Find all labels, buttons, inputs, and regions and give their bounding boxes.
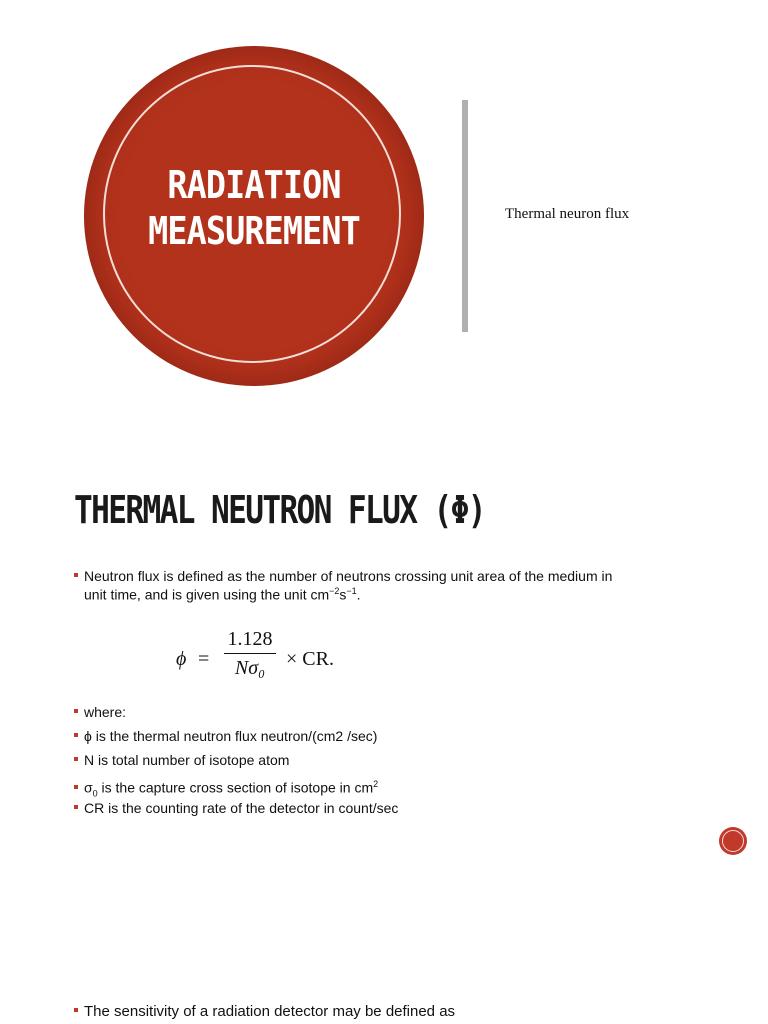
slide-title [104, 162, 403, 254]
bullet-marker [74, 709, 78, 713]
formula-numerator: 1.128 [227, 628, 273, 650]
cr-bullet: CR is the counting rate of the detector in count/sec [74, 801, 398, 816]
slide-subtitle: Thermal neuron flux [505, 206, 630, 222]
formula-equals: = [198, 648, 210, 670]
formula-lhs: ϕ [176, 648, 187, 670]
title-slide [0, 0, 768, 400]
formula-fraction [224, 628, 276, 680]
sensitivity-bullet: The sensitivity of a radiation detector may be defined as [74, 1004, 455, 1019]
vertical-divider [462, 100, 468, 332]
bullet-marker [74, 757, 78, 761]
bullet-marker [74, 733, 78, 737]
sigma-bullet: $\sigma_0$ is the capture cross section of isotope in $cm^2$ [74, 777, 378, 801]
formula-denominator: Nσ₀ [234, 657, 266, 679]
n-bullet: N is total number of isotope atom [74, 753, 289, 768]
title-line-2: MEASUREMENT [148, 209, 360, 253]
where-bullet: where: [74, 705, 126, 720]
bullet-marker [74, 1008, 78, 1012]
section-heading: THERMAL NEUTRON FLUX (Φ) [74, 488, 485, 532]
slide-logo-ring [722, 830, 744, 852]
title-line-1: RADIATION [167, 163, 341, 207]
formula-tail: × CR. [286, 648, 334, 670]
phi-bullet: ϕ is the thermal neutron flux neutron/(cm2 /sec) [74, 729, 377, 744]
fraction-bar [224, 653, 276, 654]
definition-bullet: Neutron flux is defined as the number of neutrons crossing unit area of the medium in unit time, and is given using the unit $cm^{-2}s^{-1}$. [74, 569, 612, 603]
bullet-marker [74, 573, 78, 577]
bullet-marker [74, 805, 78, 809]
bullet-marker [74, 785, 78, 789]
